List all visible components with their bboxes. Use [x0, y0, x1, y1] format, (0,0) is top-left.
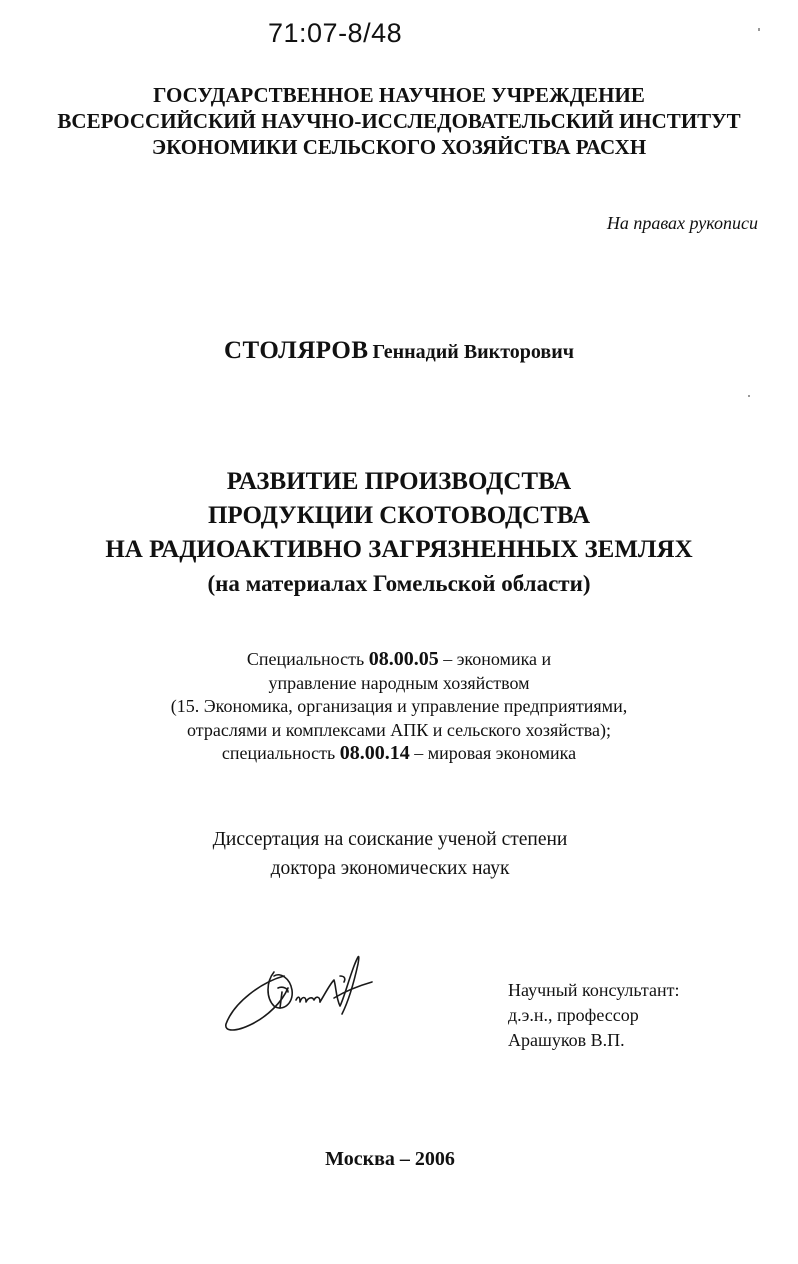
author-surname: СТОЛЯРОВ: [224, 337, 369, 364]
title-line: РАЗВИТИЕ ПРОИЗВОДСТВА: [226, 468, 572, 495]
specialty-desc: – экономика и: [443, 649, 552, 669]
degree-line: доктора экономических наук: [270, 858, 510, 879]
scan-speck: [758, 28, 760, 31]
scan-speck: [748, 395, 750, 397]
specialty-desc-2: – мировая экономика: [414, 743, 577, 763]
title-line: НА РАДИОАКТИВНО ЗАГРЯЗНЕННЫХ ЗЕМЛЯХ: [105, 536, 693, 563]
specialty-line-1: [0, 648, 798, 672]
degree-line: Диссертация на соискание ученой степени: [212, 829, 568, 850]
organization-line: ВСЕРОССИЙСКИЙ НАУЧНО-ИССЛЕДОВАТЕЛЬСКИЙ ИНСТИТУТ: [57, 109, 741, 133]
organization-header: [0, 82, 798, 160]
author-name: [0, 337, 798, 365]
specialty-line-2: управление народным хозяйством: [268, 672, 530, 693]
specialty-label: Специальность: [246, 649, 365, 669]
specialty-line-5: [0, 742, 798, 766]
city-year: Москва – 2006: [325, 1148, 455, 1170]
handwritten-signature: [222, 942, 382, 1038]
specialty-block: [0, 648, 798, 766]
title-subtitle: (на материалах Гомельской области): [207, 571, 591, 596]
consultant-label: Научный консультант:: [508, 980, 680, 1000]
organization-line: ЭКОНОМИКИ СЕЛЬСКОГО ХОЗЯЙСТВА РАСХН: [151, 135, 647, 159]
specialty-label-2: специальность: [221, 743, 336, 763]
specialty-line-4: отраслями и комплексами АПК и сельского хозяйства);: [187, 719, 611, 740]
manuscript-note: На правах рукописи: [606, 213, 758, 233]
degree-statement: [0, 825, 780, 883]
consultant-title: д.э.н., профессор: [508, 1005, 639, 1025]
specialty-code: 08.00.05: [368, 648, 439, 670]
consultant-name: Арашуков В.П.: [508, 1030, 625, 1050]
title-line: ПРОДУКЦИИ СКОТОВОДСТВА: [207, 502, 591, 529]
specialty-line-3: (15. Экономика, организация и управление предприятиями,: [170, 696, 628, 716]
author-given-names: Геннадий Викторович: [372, 341, 574, 363]
dissertation-title: [0, 465, 798, 601]
specialty-code-2: 08.00.14: [339, 742, 410, 764]
scientific-consultant: [508, 978, 680, 1053]
organization-line: ГОСУДАРСТВЕННОЕ НАУЧНОЕ УЧРЕЖДЕНИЕ: [153, 83, 645, 107]
catalog-code: 71:07-8/48: [268, 18, 403, 48]
